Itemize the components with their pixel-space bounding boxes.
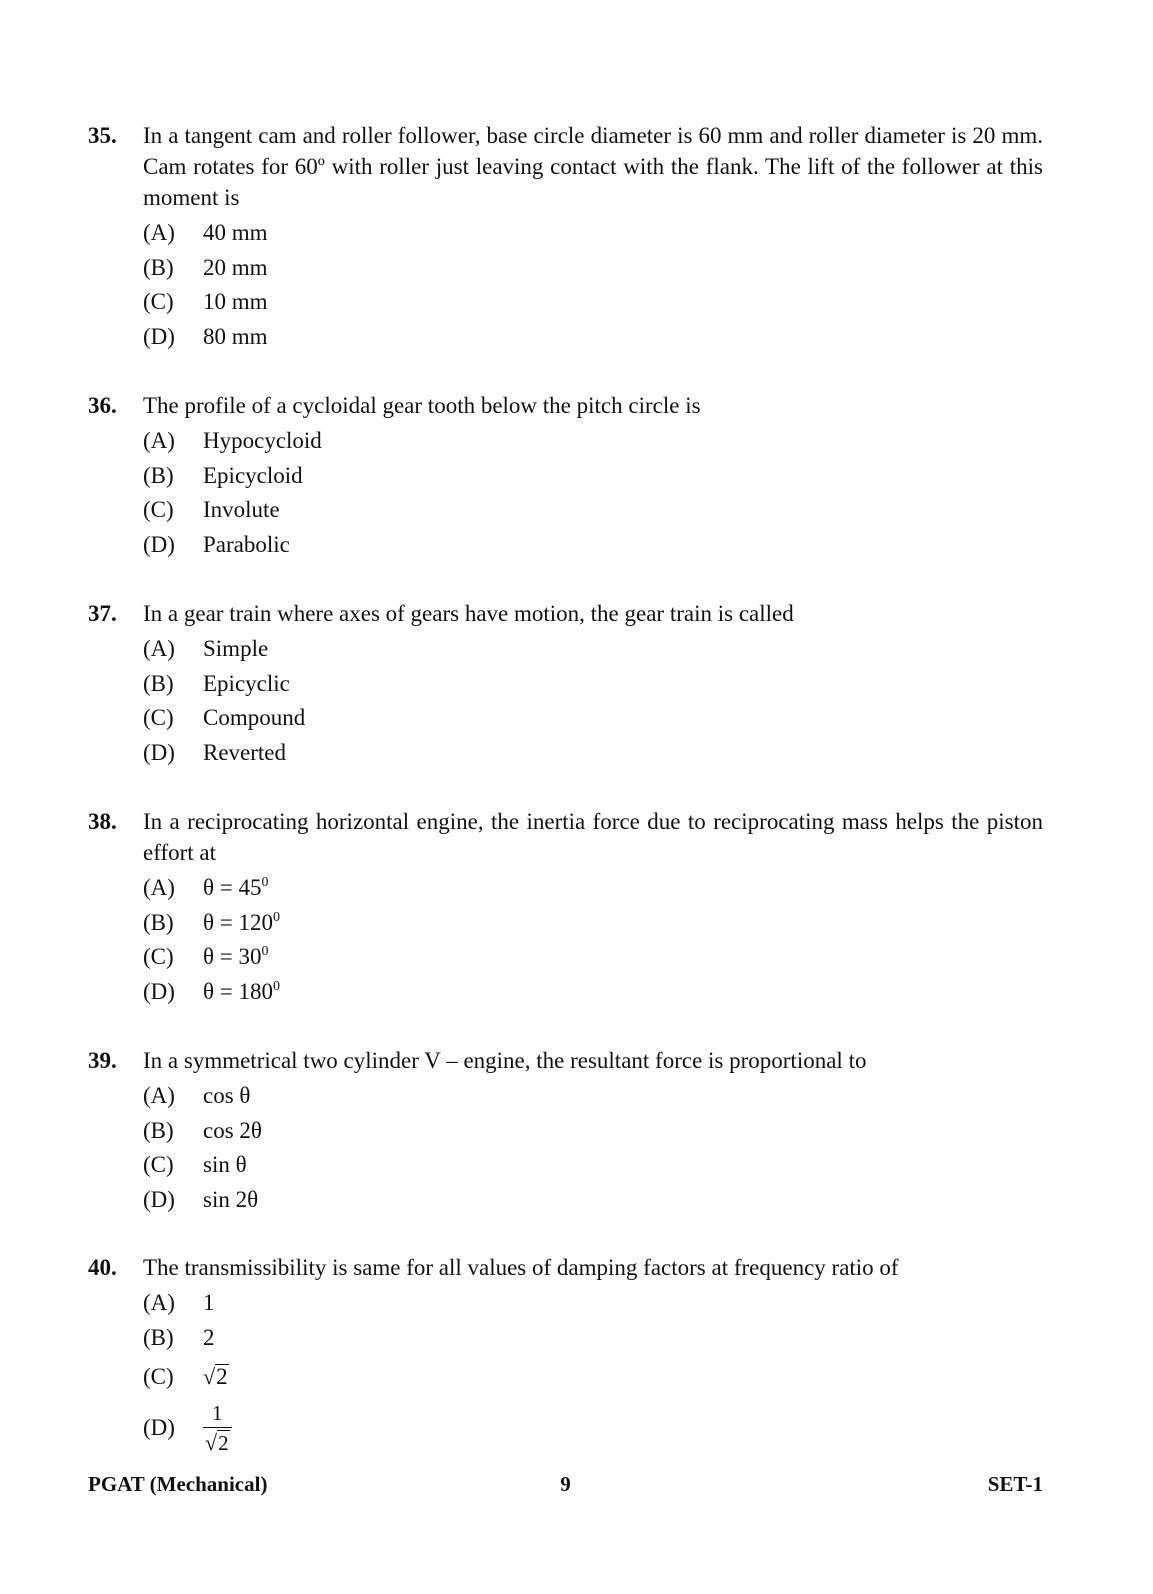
option-list bbox=[143, 216, 1043, 354]
question-text: In a tangent cam and roller follower, base circle diameter is 60 mm and roller diameter is 20 mm. Cam rotates for 60º with roller just leaving contact with the flank. The lift of the follower at this moment is bbox=[143, 123, 1043, 210]
angle-expression: θ = 30 bbox=[203, 944, 262, 970]
option-text bbox=[203, 910, 280, 936]
option-text: Parabolic bbox=[203, 532, 290, 558]
question-number: 37. bbox=[88, 601, 117, 626]
degree-superscript: 0 bbox=[261, 944, 269, 960]
question-text: In a symmetrical two cylinder V – engine, the resultant force is proportional to bbox=[143, 1048, 867, 1073]
option-d bbox=[143, 1183, 1043, 1218]
option-text bbox=[203, 944, 269, 970]
page-footer bbox=[88, 1472, 1043, 1502]
option-letter: (A) bbox=[143, 1083, 175, 1109]
option-d bbox=[143, 736, 1043, 771]
degree-superscript: 0 bbox=[273, 979, 280, 995]
option-letter: (D) bbox=[143, 1415, 175, 1441]
option-text: cos θ bbox=[203, 1083, 251, 1109]
option-letter: (C) bbox=[143, 1152, 174, 1178]
option-c bbox=[143, 1148, 1043, 1183]
question-number: 35. bbox=[88, 123, 117, 148]
option-letter: (B) bbox=[143, 909, 174, 935]
option-text bbox=[203, 979, 280, 1005]
option-b bbox=[143, 1114, 1043, 1149]
exam-title: PGAT (Mechanical) bbox=[88, 1472, 268, 1496]
angle-expression: θ = 180 bbox=[203, 979, 273, 1005]
fraction-numerator: 1 bbox=[212, 1400, 223, 1425]
question-36 bbox=[88, 390, 1043, 562]
option-letter: (D) bbox=[143, 532, 175, 558]
option-letter: (C) bbox=[143, 497, 174, 523]
option-b bbox=[143, 906, 1043, 941]
option-letter: (D) bbox=[143, 324, 175, 350]
question-text: In a reciprocating horizontal engine, the inertia force due to reciprocating mass helps the piston effort at bbox=[143, 809, 1043, 865]
option-text: 2 bbox=[203, 1324, 215, 1350]
question-37 bbox=[88, 598, 1043, 770]
option-text: Compound bbox=[203, 705, 306, 731]
degree-superscript: 0 bbox=[261, 875, 269, 891]
angle-expression: θ = 45 bbox=[203, 875, 262, 901]
page-number: 9 bbox=[560, 1472, 571, 1496]
option-letter: (C) bbox=[143, 1364, 174, 1390]
option-d bbox=[143, 975, 1043, 1010]
option-c bbox=[143, 940, 1043, 975]
sqrt-symbol: √ bbox=[203, 1364, 216, 1390]
degree-superscript: 0 bbox=[273, 909, 280, 925]
question-text: The transmissibility is same for all values of damping factors at frequency ratio of bbox=[143, 1255, 899, 1280]
angle-expression: θ = 120 bbox=[203, 909, 273, 935]
option-a bbox=[143, 216, 1043, 251]
option-d bbox=[143, 528, 1043, 563]
question-40 bbox=[88, 1252, 1043, 1457]
option-list bbox=[143, 871, 1043, 1009]
option-text bbox=[203, 1401, 232, 1456]
option-letter: (C) bbox=[143, 944, 174, 970]
sqrt-value: 2 bbox=[216, 1364, 228, 1390]
option-text: sin 2θ bbox=[203, 1187, 259, 1213]
option-a bbox=[143, 1079, 1043, 1114]
option-d bbox=[143, 1399, 1043, 1457]
option-letter: (A) bbox=[143, 428, 175, 454]
option-text bbox=[203, 1364, 229, 1390]
option-c bbox=[143, 493, 1043, 528]
question-39 bbox=[88, 1045, 1043, 1217]
option-letter: (D) bbox=[143, 740, 175, 766]
option-list bbox=[143, 632, 1043, 770]
option-letter: (B) bbox=[143, 462, 174, 488]
option-b bbox=[143, 667, 1043, 702]
option-letter: (D) bbox=[143, 979, 175, 1005]
option-list bbox=[143, 1286, 1043, 1457]
option-letter: (B) bbox=[143, 254, 174, 280]
option-letter: (A) bbox=[143, 220, 175, 246]
question-number: 36. bbox=[88, 393, 117, 418]
option-d bbox=[143, 320, 1043, 355]
option-text: 80 mm bbox=[203, 324, 268, 350]
option-text bbox=[203, 875, 269, 901]
option-c bbox=[143, 285, 1043, 320]
option-b bbox=[143, 459, 1043, 494]
option-text: sin θ bbox=[203, 1152, 247, 1178]
option-text: Reverted bbox=[203, 740, 287, 766]
option-text: Epicycloid bbox=[203, 462, 303, 488]
option-text: 40 mm bbox=[203, 220, 268, 246]
sqrt-symbol: √ bbox=[205, 1429, 218, 1455]
option-text: Hypocycloid bbox=[203, 428, 322, 454]
fraction-denominator bbox=[203, 1427, 232, 1456]
option-a bbox=[143, 1286, 1043, 1321]
option-text: 1 bbox=[203, 1290, 215, 1316]
option-text: Involute bbox=[203, 497, 280, 523]
sqrt-value: 2 bbox=[218, 1430, 229, 1455]
option-letter: (B) bbox=[143, 670, 174, 696]
option-letter: (D) bbox=[143, 1187, 175, 1213]
question-number: 38. bbox=[88, 809, 117, 834]
option-text: Simple bbox=[203, 636, 269, 662]
option-a bbox=[143, 424, 1043, 459]
option-b bbox=[143, 251, 1043, 286]
option-list bbox=[143, 424, 1043, 562]
option-text: 10 mm bbox=[203, 289, 268, 315]
option-c bbox=[143, 1355, 1043, 1399]
question-number: 40. bbox=[88, 1255, 117, 1280]
option-text: Epicyclic bbox=[203, 670, 290, 696]
option-letter: (A) bbox=[143, 875, 175, 901]
option-letter: (A) bbox=[143, 636, 175, 662]
option-letter: (B) bbox=[143, 1117, 174, 1143]
option-a bbox=[143, 871, 1043, 906]
question-text: The profile of a cycloidal gear tooth below the pitch circle is bbox=[143, 393, 701, 418]
option-letter: (A) bbox=[143, 1290, 175, 1316]
option-letter: (B) bbox=[143, 1324, 174, 1350]
option-letter: (C) bbox=[143, 289, 174, 315]
question-35 bbox=[88, 120, 1043, 354]
option-text: cos 2θ bbox=[203, 1117, 262, 1143]
option-list bbox=[143, 1079, 1043, 1217]
question-38 bbox=[88, 806, 1043, 1009]
fraction bbox=[203, 1401, 232, 1456]
option-a bbox=[143, 632, 1043, 667]
option-letter: (C) bbox=[143, 705, 174, 731]
option-c bbox=[143, 701, 1043, 736]
set-label: SET-1 bbox=[987, 1472, 1043, 1496]
option-text: 20 mm bbox=[203, 254, 268, 280]
question-text: In a gear train where axes of gears have motion, the gear train is called bbox=[143, 601, 794, 626]
question-number: 39. bbox=[88, 1048, 117, 1073]
option-b bbox=[143, 1321, 1043, 1356]
